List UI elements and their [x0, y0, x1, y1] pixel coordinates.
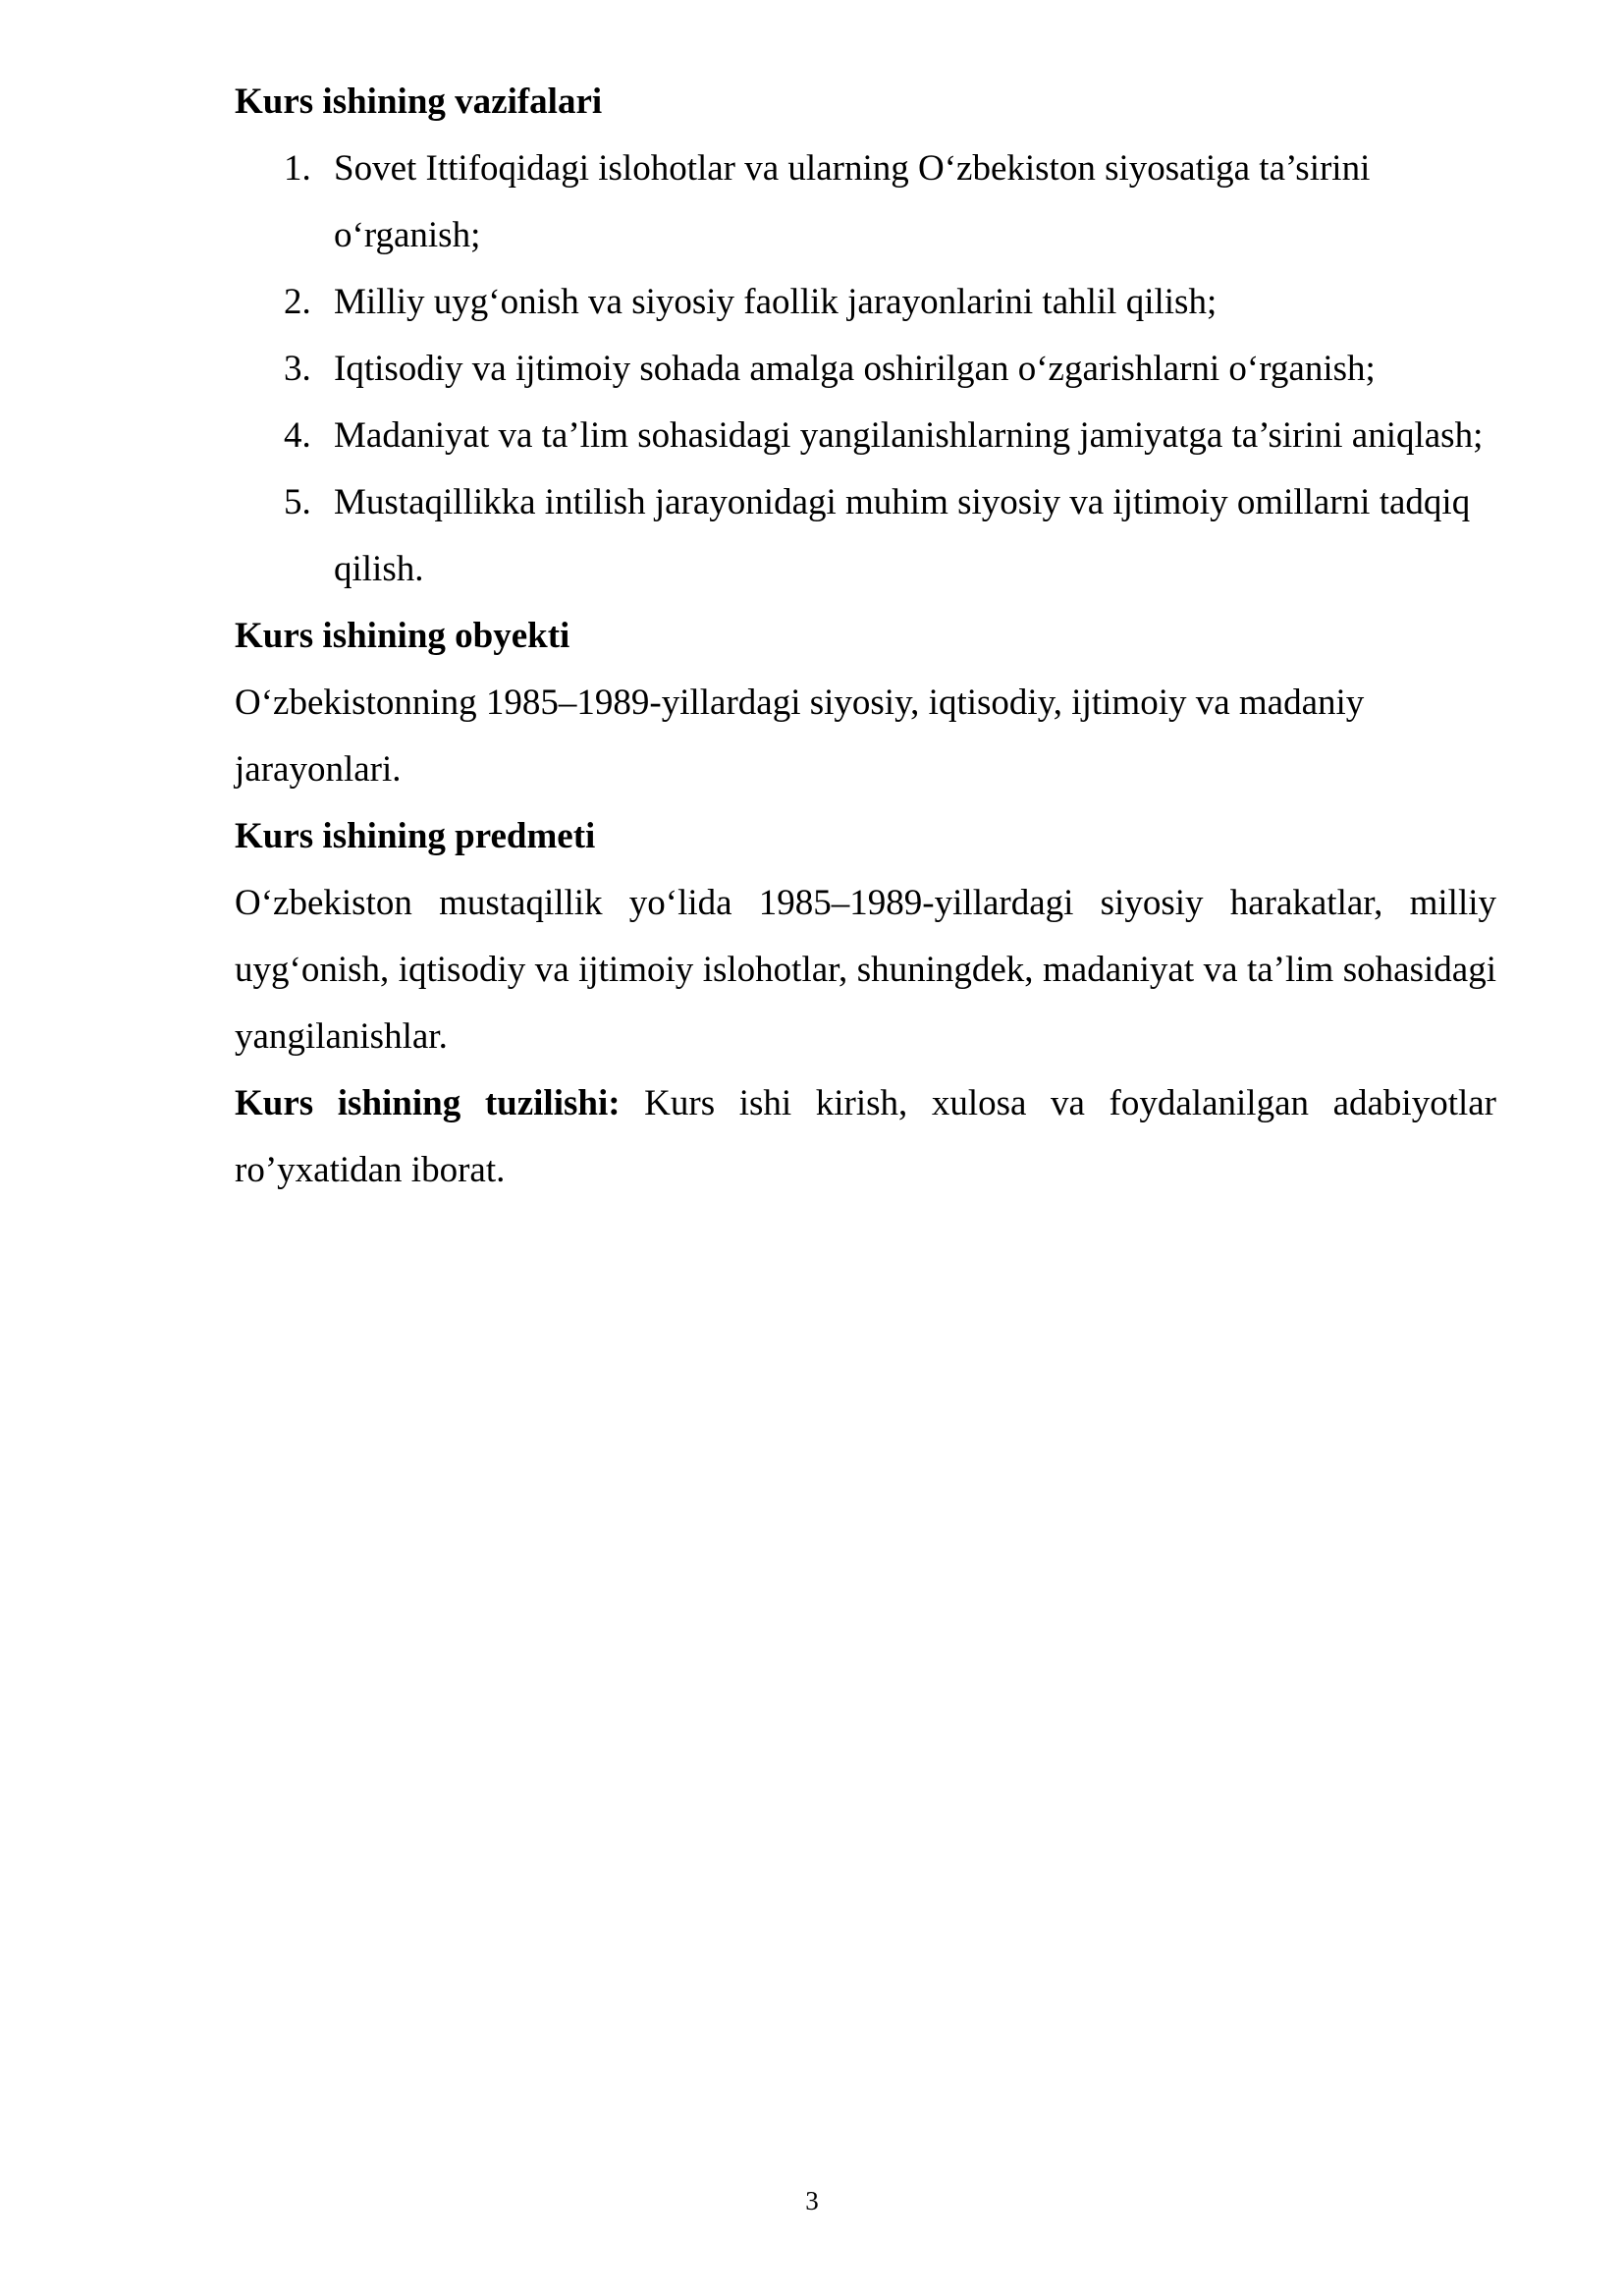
structure-paragraph — [235, 1070, 1496, 1204]
page-number: 3 — [805, 2186, 819, 2215]
list-item-number: 5. — [284, 482, 311, 522]
object-heading: Kurs ishining obyekti — [235, 616, 570, 656]
subject-heading: Kurs ishining predmeti — [235, 816, 596, 856]
document-page — [235, 69, 1496, 1204]
list-item-text: Madaniyat va ta’lim sohasidagi yangilanishlarning jamiyatga ta’sirini aniqlash; — [334, 415, 1484, 456]
list-item-text: Iqtisodiy va ijtimoiy sohada amalga oshirilgan o‘zgarishlarni o‘rganish; — [334, 349, 1376, 389]
list-item-number: 2. — [284, 282, 311, 322]
structure-label: Kurs ishining tuzilishi: — [235, 1083, 621, 1123]
list-item-number: 4. — [284, 415, 311, 456]
list-item — [235, 469, 1496, 603]
list-item — [235, 403, 1496, 469]
list-item-text: Milliy uyg‘onish va siyosiy faollik jarayonlarini tahlil qilish; — [334, 282, 1218, 322]
list-item — [235, 336, 1496, 403]
tasks-heading: Kurs ishining vazifalari — [235, 82, 603, 122]
list-item-number: 3. — [284, 349, 311, 389]
tasks-list — [235, 136, 1496, 603]
structure-text: Kurs ishi kirish, xulosa va foydalanilgan adabiyotlar ro’yxatidan iborat. — [235, 1083, 1497, 1190]
object-paragraph: O‘zbekistonning 1985–1989-yillardagi siyosiy, iqtisodiy, ijtimoiy va madaniy jarayonlari. — [235, 683, 1365, 790]
list-item-text: Sovet Ittifoqidagi islohotlar va ularning O‘zbekiston siyosatiga ta’sirini o‘rganish; — [334, 148, 1371, 255]
list-item — [235, 136, 1496, 269]
list-item-text: Mustaqillikka intilish jarayonidagi muhim siyosiy va ijtimoiy omillarni tadqiq qilish. — [334, 482, 1471, 589]
list-item — [235, 269, 1496, 336]
subject-paragraph: O‘zbekiston mustaqillik yo‘lida 1985–1989-yillardagi siyosiy harakatlar, milliy uyg‘onish, iqtisodiy va ijtimoiy islohotlar, shuningdek, madaniyat va ta’lim sohasidagi yangilanishlar. — [235, 883, 1496, 1057]
list-item-number: 1. — [284, 148, 311, 189]
